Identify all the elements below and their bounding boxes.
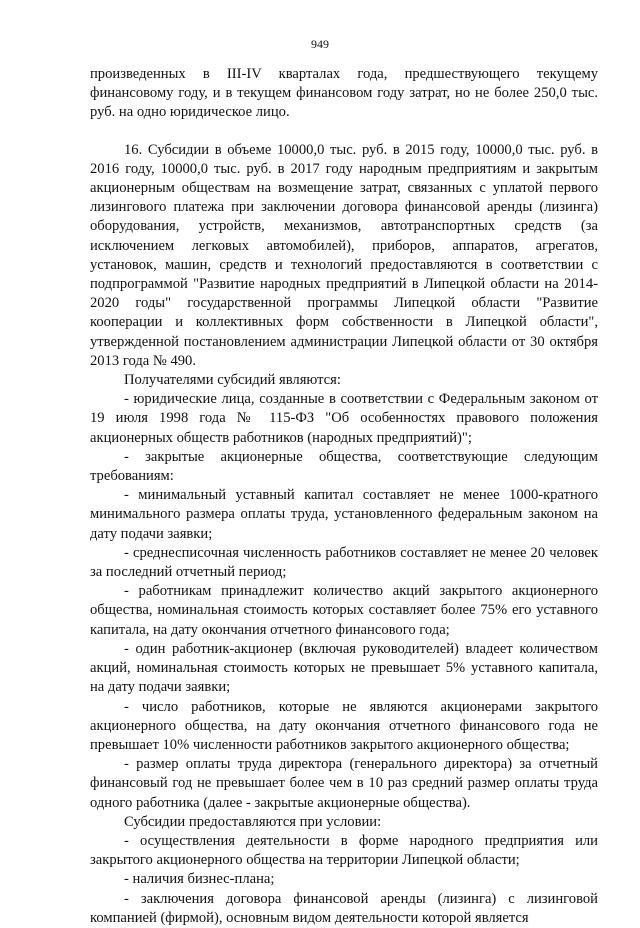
page-number: 949 (311, 37, 329, 51)
body-text (90, 65, 598, 928)
list-item: - наличия бизнес-плана; (124, 871, 275, 888)
list-item: - работникам принадлежит количество акций закрытого акционерного общества, номинальная стоимость которых составляет более 75% его уставного капитала, на дату окончания отчетного финансового года; (90, 583, 598, 638)
list-item: - закрытые акционерные общества, соответствующие следующим требованиям: (90, 448, 598, 485)
paragraph-gap (90, 123, 598, 141)
paragraph-conditions-heading: Субсидии предоставляются при условии: (124, 813, 382, 830)
list-item: - заключения договора финансовой аренды (лизинга) с лизинговой компанией (фирмой), основным видом деятельности которой является (90, 890, 598, 926)
list-item: - один работник-акционер (включая руководителей) владеет количеством акций, номинальная стоимость которых не превышает 5% уставного капитала, на дату подачи заявки; (90, 640, 598, 696)
list-item: - число работников, которые не являются акционерами закрытого акционерного общества, на дату окончания отчетного финансового года не превышает 10% численности работников закрытого акционерного общества; (90, 698, 598, 753)
list-item: - осуществления деятельности в форме народного предприятия или закрытого акционерного общества на территории Липецкой области; (90, 832, 598, 869)
paragraph-item-16: 16. Субсидии в объеме 10000,0 тыс. руб. в 2015 году, 10000,0 тыс. руб. в 2016 году, 10000,0 тыс. руб. в 2017 году народным предприятиям и закрытым акционерным обществам на возмещение затрат, связанных с уплатой первого лизингового платежа при заключении договора финансовой аренды (лизинга) оборудования, устройств, механизмов, автотранспортных средств (за исключением легковых автомобилей), приборов, аппаратов, агрегатов, установок, машин, средств и технологий предоставляются в соответствии с подпрограммой "Развитие народных предприятий в Липецкой области на 2014-2020 годы" государственной программы Липецкой области "Развитие кооперации и коллективных форм собственности в Липецкой области", утвержденной постановлением администрации Липецкой области от 30 октября 2013 года № 490. (90, 141, 598, 369)
paragraph-recipients-heading: Получателями субсидий являются: (124, 372, 341, 389)
list-item: - размер оплаты труда директора (генерального директора) за отчетный финансовый год не превышает более чем в 10 раз средний размер оплаты труда одного работника (далее - закрытые акционерные общества). (90, 756, 598, 811)
paragraph-continuation: произведенных в III-IV кварталах года, предшествующего текущему финансовому году, и в текущем финансовом году затрат, но не более 250,0 тыс. руб. на одно юридическое лицо. (90, 66, 598, 121)
list-item: - юридические лица, созданные в соответствии с Федеральным законом от 19 июля 1998 года № 115-ФЗ "Об особенностях правового положения акционерных обществ работников (народных предприятий)"; (90, 391, 598, 446)
list-item: - минимальный уставный капитал составляет не менее 1000-кратного минимального размера оплаты труда, установленного федеральным законом на дату подачи заявки; (90, 487, 598, 542)
list-item: - среднесписочная численность работников составляет не менее 20 человек за последний отчетный период; (90, 544, 598, 581)
